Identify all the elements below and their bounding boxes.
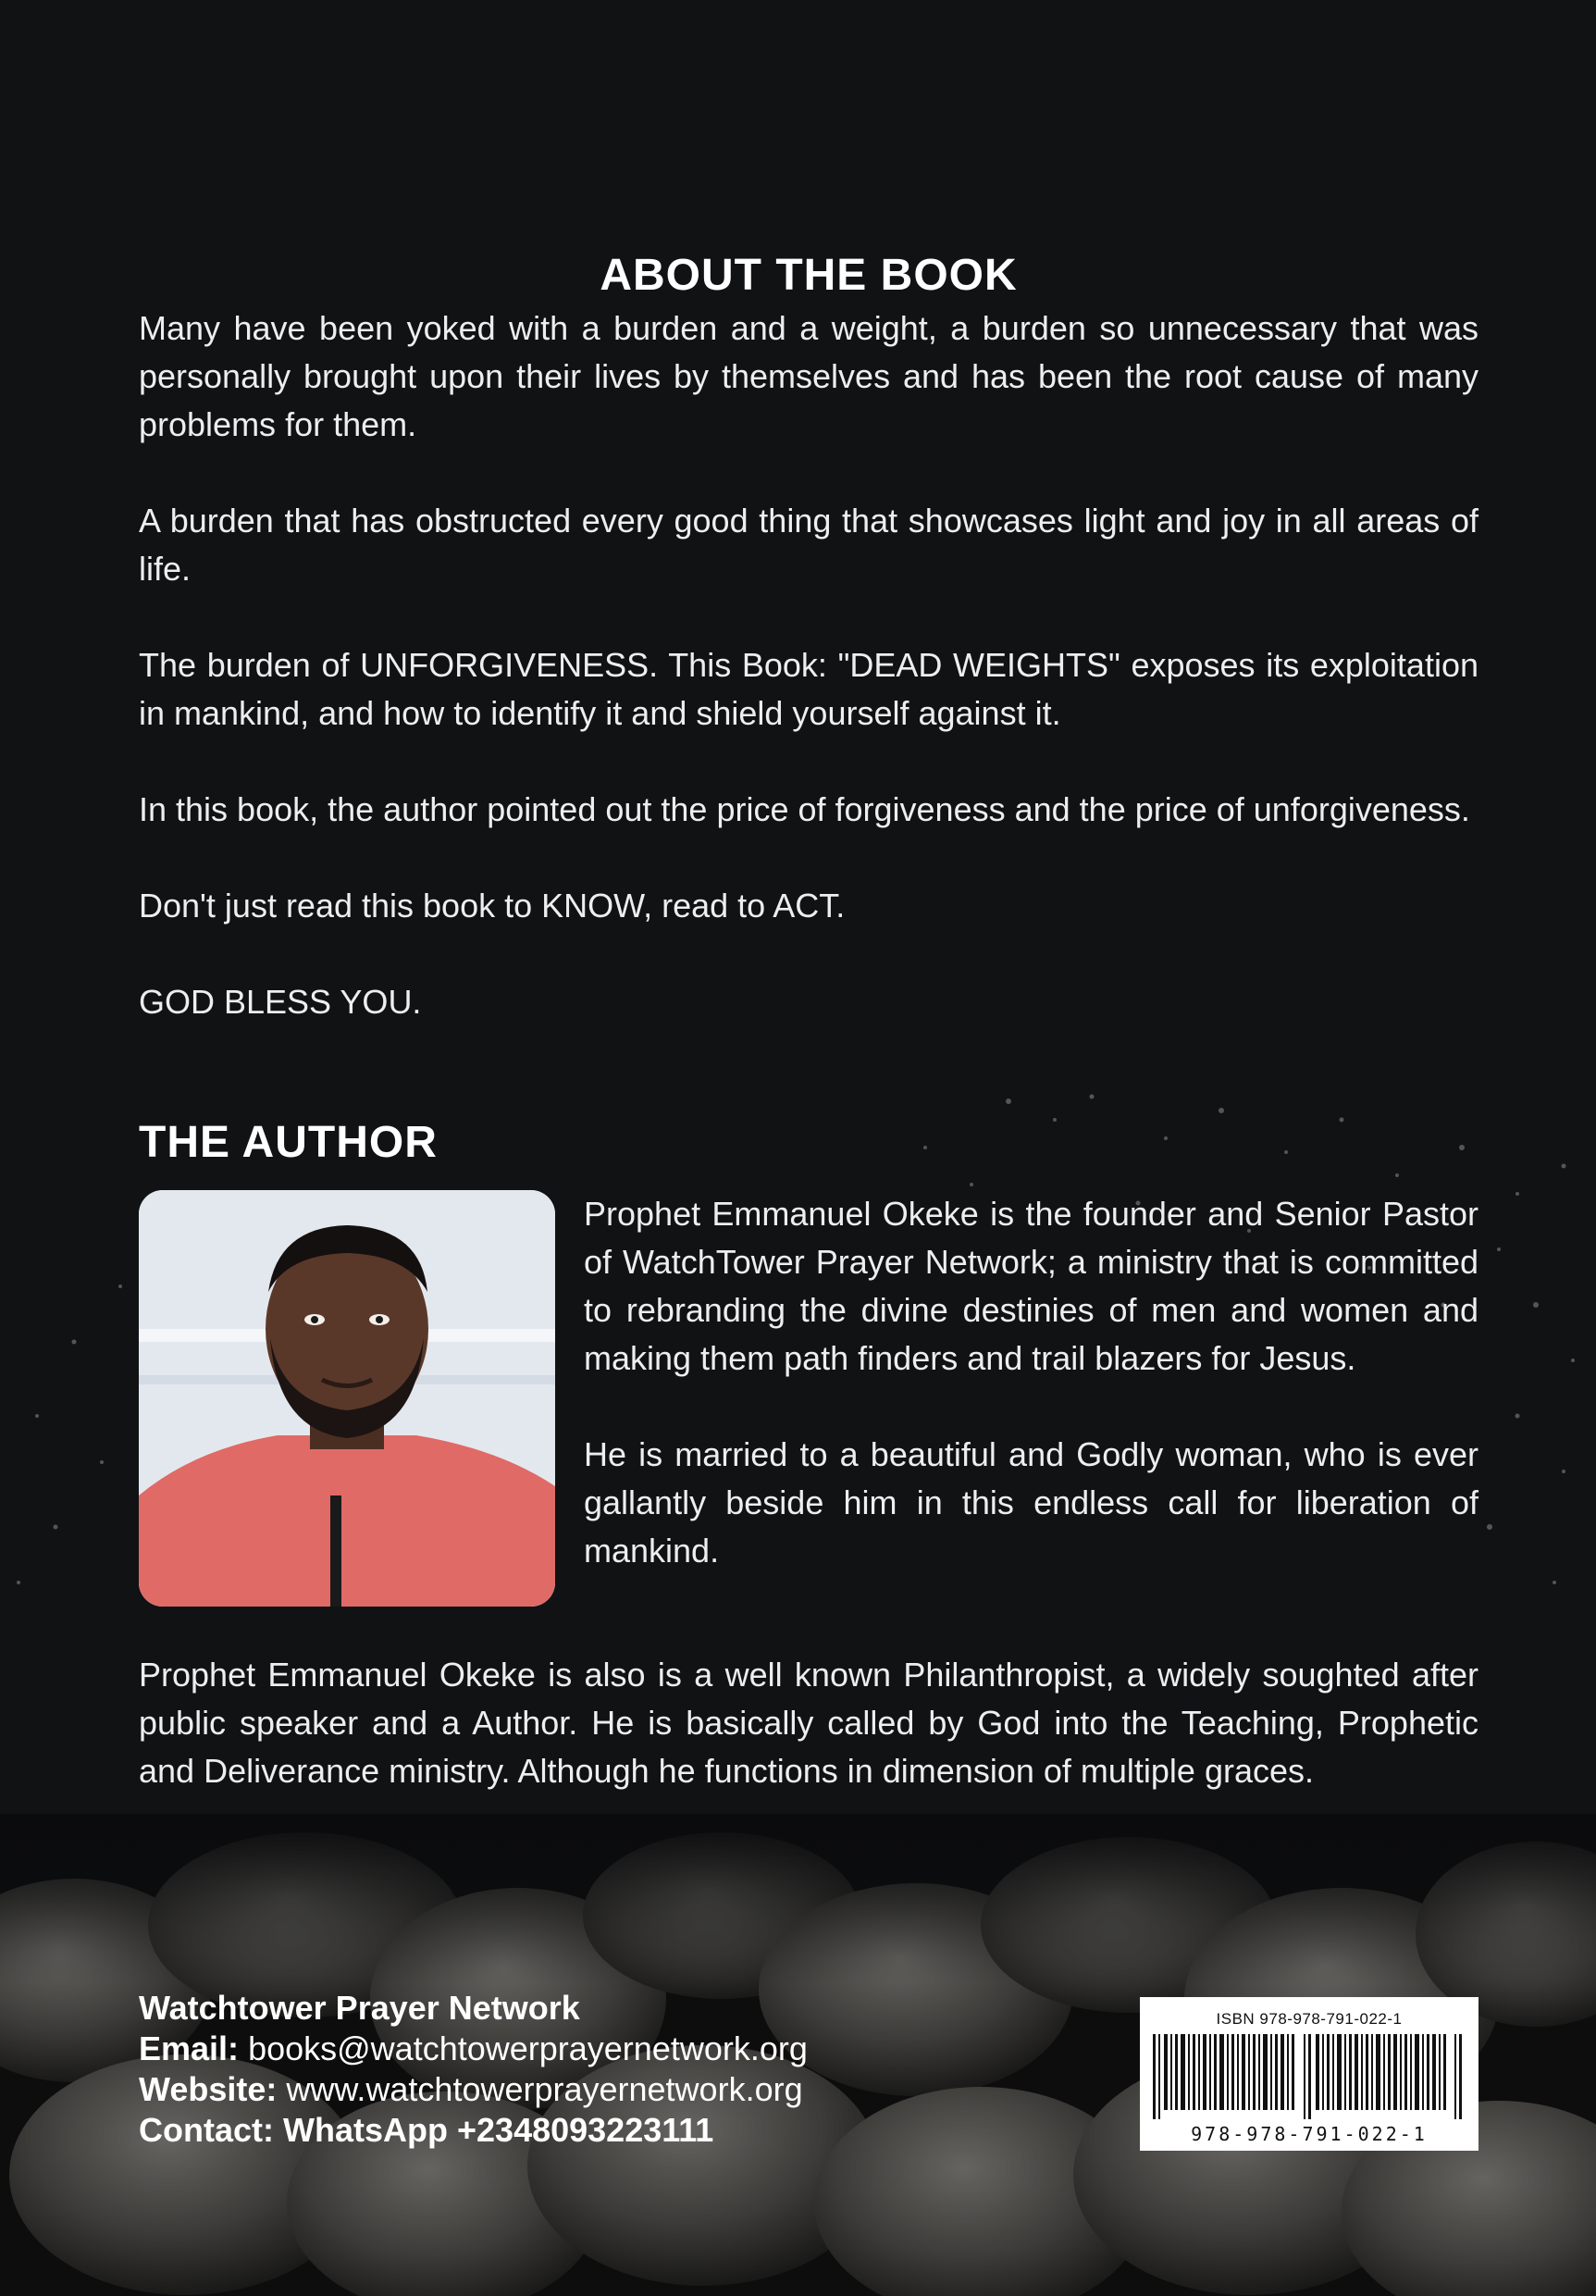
email-value[interactable]: books@watchtowerprayernetwork.org — [248, 2029, 808, 2067]
about-paragraph-3: The burden of UNFORGIVENESS. This Book: "DEAD WEIGHTS" exposes its exploitation in mankind, and how to identify it and shield yourself against it. — [139, 646, 1478, 732]
website-value[interactable]: www.watchtowerprayernetwork.org — [286, 2070, 803, 2108]
website-label: Website: — [139, 2070, 278, 2108]
contact-block — [139, 1988, 971, 2151]
barcode-bars — [1153, 2034, 1466, 2119]
author-section — [139, 1190, 1478, 1607]
author-bio-paragraph-2: He is married to a beautiful and Godly woman, who is ever gallantly beside him in this endless call for liberation of mankind. — [584, 1435, 1478, 1570]
the-author-heading: THE AUTHOR — [139, 1118, 438, 1167]
email-label: Email: — [139, 2029, 240, 2067]
about-paragraph-1: Many have been yoked with a burden and a weight, a burden so unnecessary that was personally brought upon their lives by themselves and has been the root cause of many problems for them. — [139, 309, 1478, 443]
isbn-top-text: ISBN 978-978-791-022-1 — [1216, 2010, 1403, 2028]
organization-name: Watchtower Prayer Network — [139, 1989, 580, 2027]
author-photo — [139, 1190, 555, 1607]
about-paragraph-2: A burden that has obstructed every good thing that showcases light and joy in all areas of life. — [139, 502, 1478, 588]
contact-value[interactable]: WhatsApp +2348093223111 — [283, 2111, 714, 2149]
about-the-book-heading: ABOUT THE BOOK — [600, 251, 1018, 300]
author-closing-paragraph: Prophet Emmanuel Okeke is also is a well known Philanthropist, a widely soughted after public speaker and a Author. He is basically called by God into the Teaching, Prophetic and Deliverance ministry. Although he functions in dimension of multiple graces. — [139, 1656, 1478, 1790]
contact-line — [139, 2110, 971, 2151]
contact-label: Contact: — [139, 2111, 274, 2149]
author-bio — [584, 1190, 1478, 1623]
isbn-barcode — [1140, 1997, 1478, 2151]
about-paragraph-4: In this book, the author pointed out the price of forgiveness and the price of unforgiveness. — [139, 790, 1470, 828]
website-line — [139, 2069, 971, 2110]
isbn-bottom-text: 978-978-791-022-1 — [1191, 2123, 1428, 2145]
author-bio-paragraph-1: Prophet Emmanuel Okeke is the founder and Senior Pastor of WatchTower Prayer Network; a ministry that is committed to rebranding the divine destinies of men and women and making them path finders and trail blazers for Jesus. — [584, 1195, 1478, 1377]
author-portrait-illustration — [139, 1190, 555, 1607]
cover-text-content — [139, 250, 1478, 1795]
about-paragraph-6: GOD BLESS YOU. — [139, 983, 422, 1021]
email-line — [139, 2029, 971, 2069]
about-paragraph-5: Don't just read this book to KNOW, read to ACT. — [139, 887, 846, 925]
